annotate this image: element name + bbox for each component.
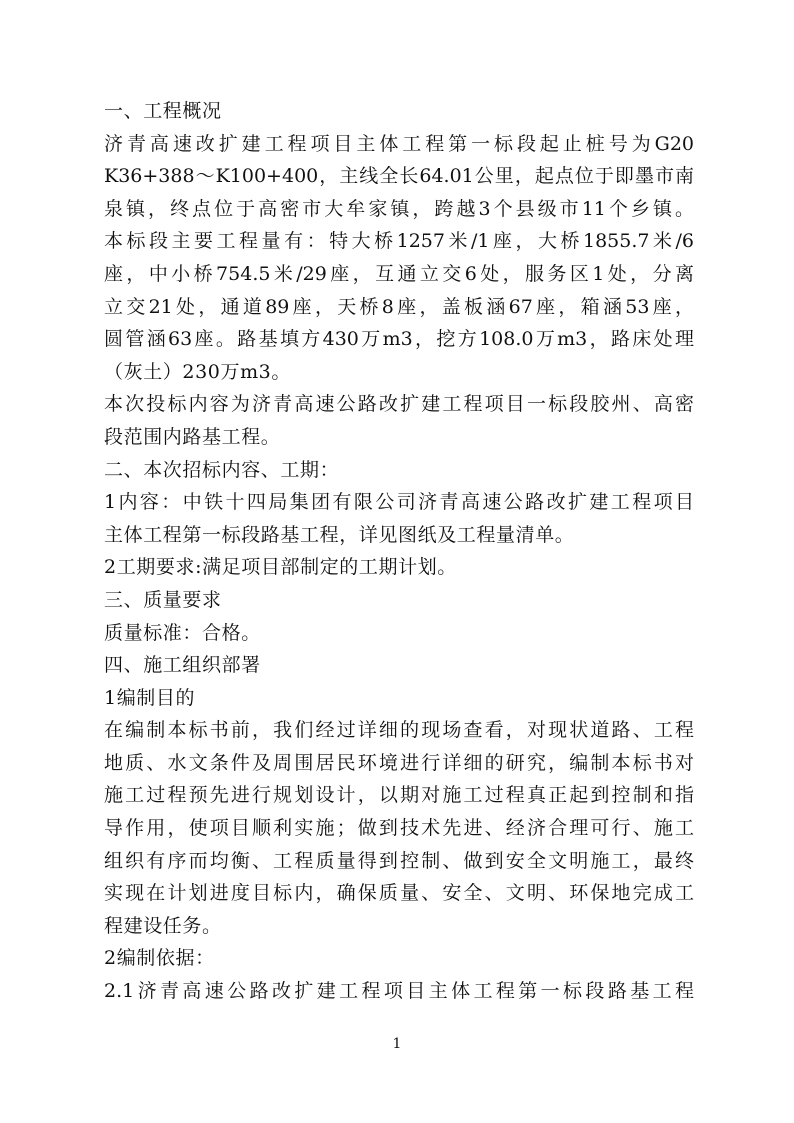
text-line: 座，中小桥754.5米/29座，互通立交6处，服务区1处，分离: [104, 262, 694, 285]
text-line: （灰土）230万m3。: [104, 360, 291, 383]
heading-quality-requirements: 三、质量要求: [104, 588, 222, 611]
heading-project-overview: 一、工程概况: [104, 100, 222, 122]
text-line: 1内容：中铁十四局集团有限公司济青高速公路改扩建工程项目: [104, 491, 694, 514]
text-line: 实现在计划进度目标内，确保质量、安全、文明、环保地完成工: [104, 882, 694, 905]
text-line: 济青高速改扩建工程项目主体工程第一标段起止桩号为G20: [104, 132, 694, 155]
text-line: 在编制本标书前，我们经过详细的现场查看，对现状道路、工程: [104, 719, 694, 742]
text-line: 段范围内路基工程。: [104, 425, 281, 448]
text-line: 质量标准：合格。: [104, 621, 261, 644]
text-line: K36+388～K100+400，主线全长64.01公里，起点位于即墨市南: [104, 165, 694, 188]
text-line: 泉镇，终点位于高密市大牟家镇，跨越3个县级市11个乡镇。: [104, 197, 694, 220]
text-line: 本次投标内容为济青高速公路改扩建工程项目一标段胶州、高密: [104, 393, 694, 416]
heading-bid-scope-schedule: 二、本次招标内容、工期：: [104, 458, 340, 481]
text-line: 地质、水文条件及周围居民环境进行详细的研究，编制本标书对: [104, 751, 694, 774]
subheading-basis: 2编制依据：: [104, 947, 215, 970]
text-line: 本标段主要工程量有：特大桥1257米/1座，大桥1855.7米/6: [104, 230, 694, 253]
text-line: 立交21处，通道89座，天桥8座，盖板涵67座，箱涵53座，: [104, 295, 694, 318]
text-line: 2工期要求:满足项目部制定的工期计划。: [104, 556, 457, 579]
text-line: 施工过程预先进行规划设计，以期对施工过程真正起到控制和指: [104, 784, 694, 807]
subheading-purpose: 1编制目的: [104, 686, 196, 709]
text-line: 组织有序而均衡、工程质量得到控制、做到安全文明施工，最终: [104, 849, 694, 872]
document-body: [104, 95, 694, 1008]
heading-construction-organization: 四、施工组织部署: [104, 654, 261, 677]
page-number: 1: [392, 1036, 402, 1052]
text-line: 圆管涵63座。路基填方430万m3，挖方108.0万m3，路床处理: [104, 328, 694, 351]
text-line: 程建设任务。: [104, 914, 222, 937]
text-line: 主体工程第一标段路基工程，详见图纸及工程量清单。: [104, 523, 575, 546]
text-line: 导作用，使项目顺利实施；做到技术先进、经济合理可行、施工: [104, 817, 694, 840]
text-line: 2.1济青高速公路改扩建工程项目主体工程第一标段路基工程: [104, 980, 694, 1003]
